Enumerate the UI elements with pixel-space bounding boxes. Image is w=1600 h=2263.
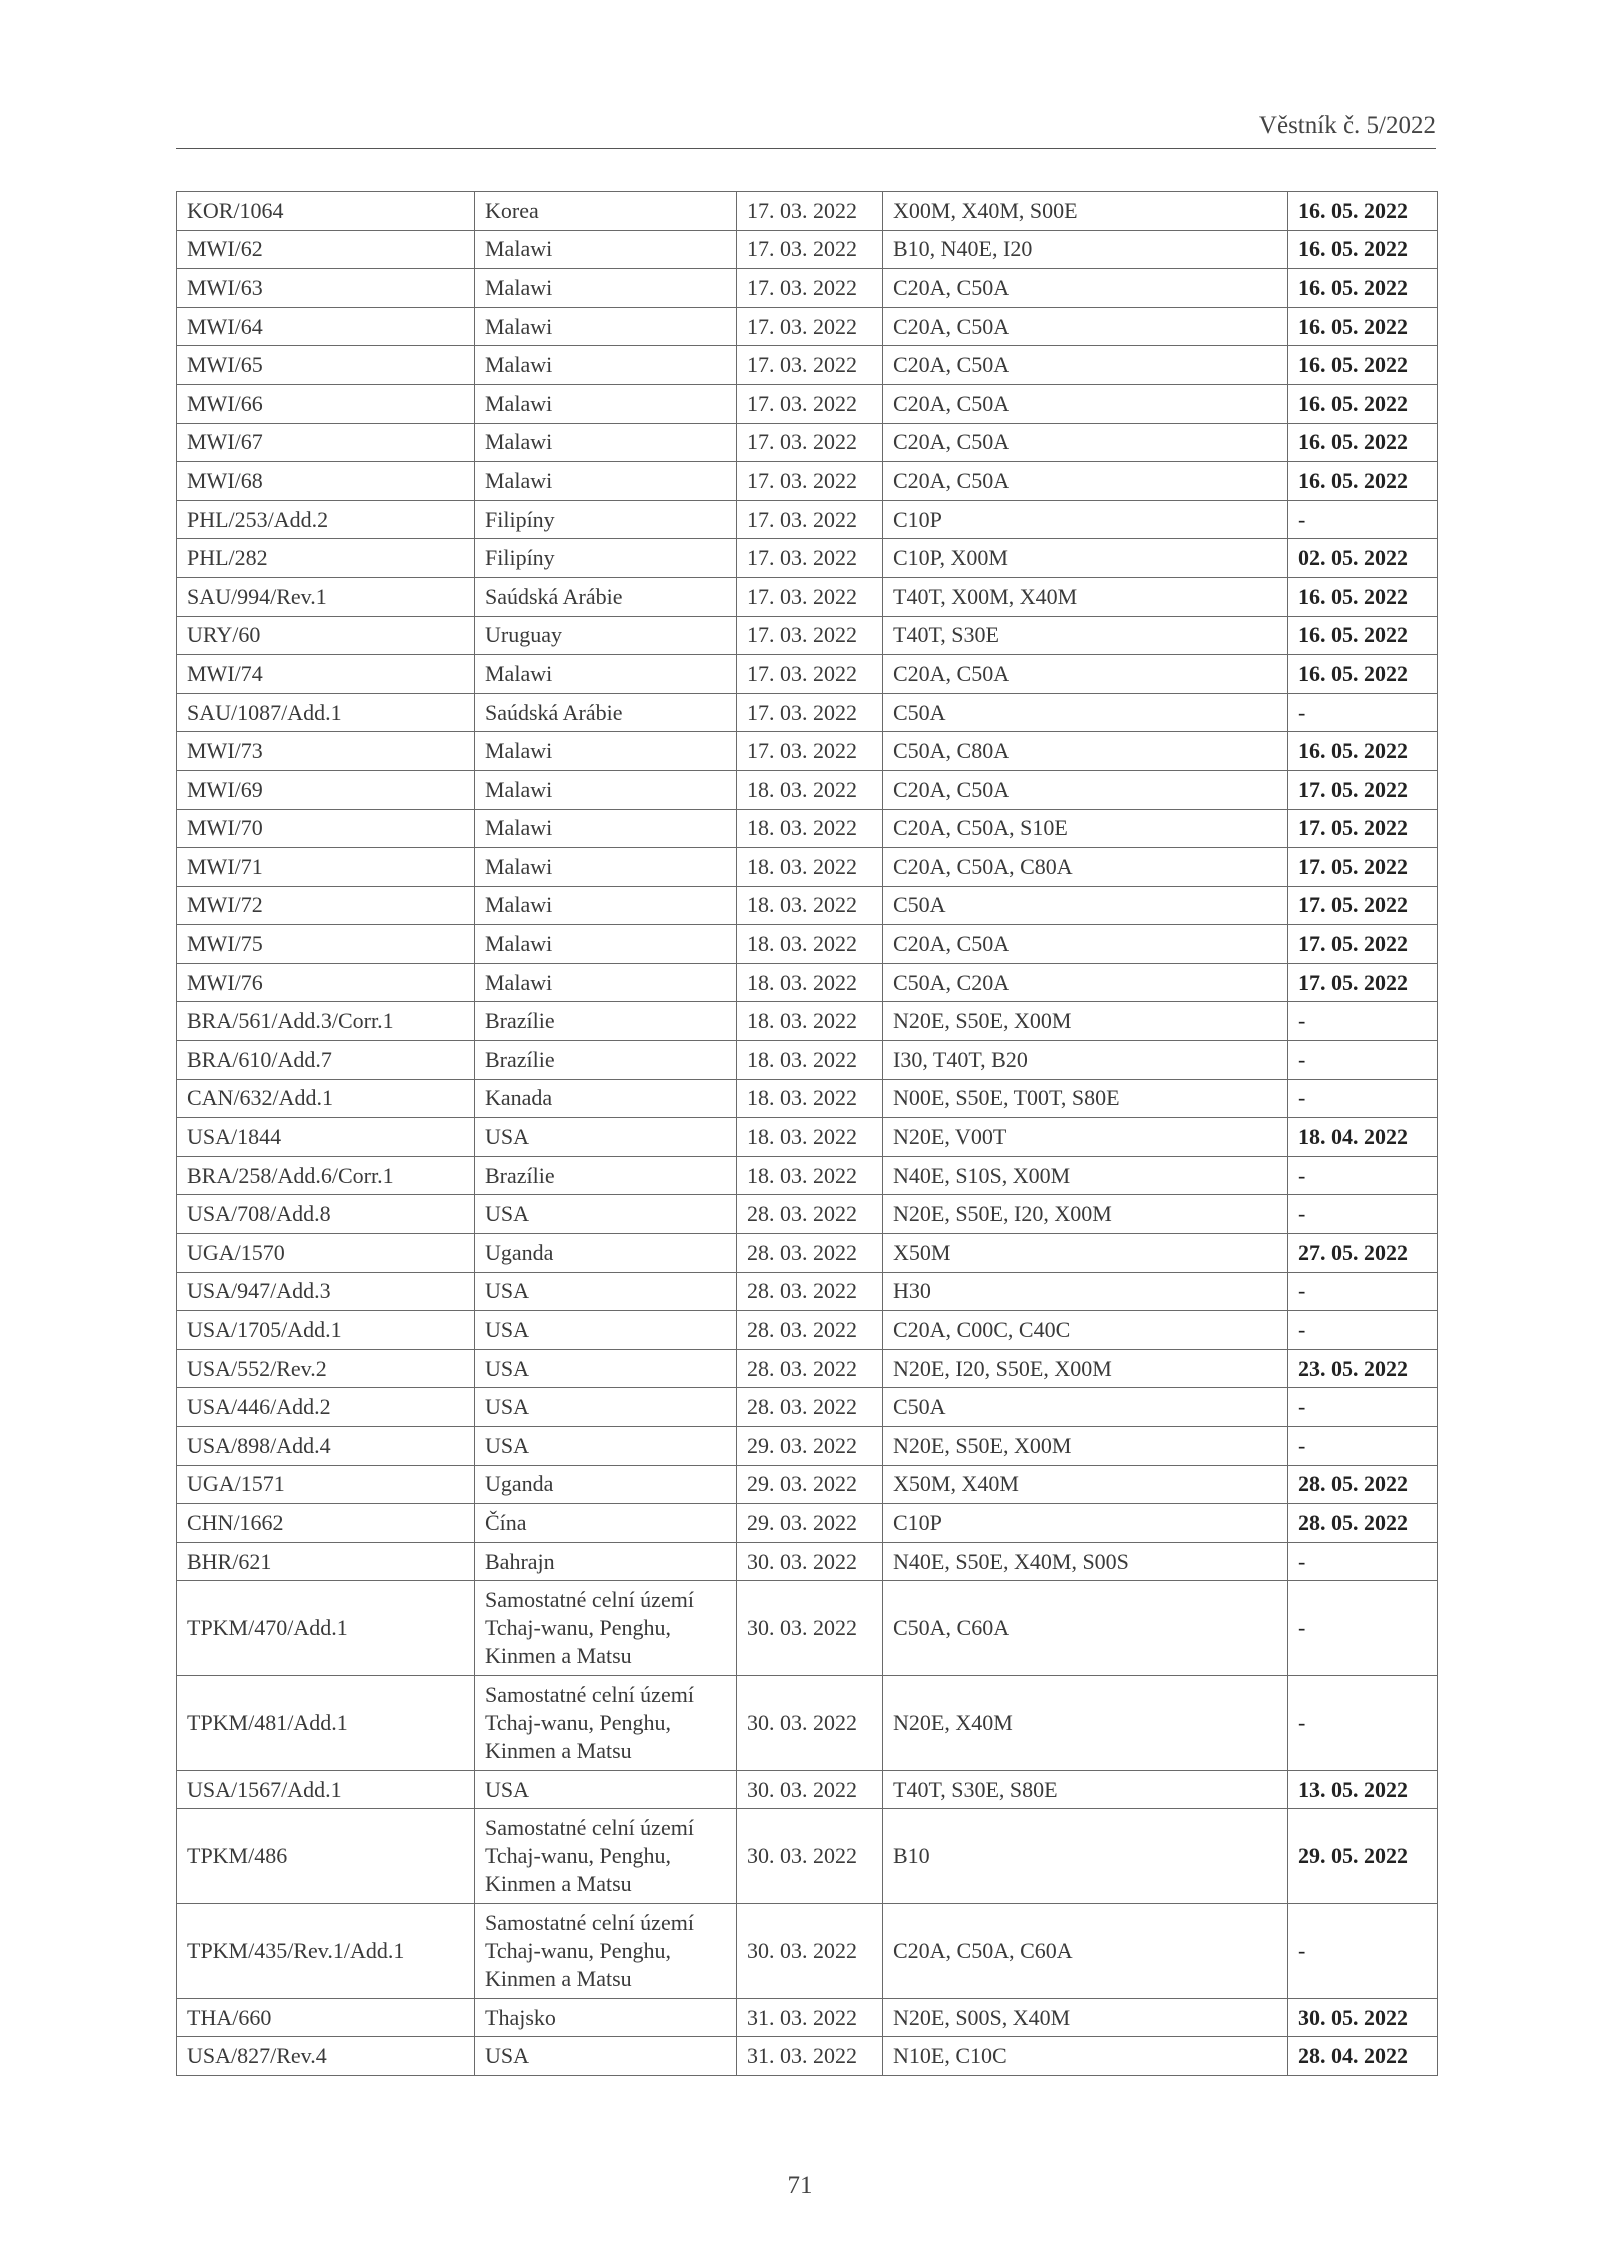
cell-country: Brazílie <box>475 1041 737 1080</box>
cell-document-id: MWI/71 <box>177 848 475 887</box>
cell-deadline: 02. 05. 2022 <box>1288 539 1438 578</box>
cell-document-id: CAN/632/Add.1 <box>177 1079 475 1118</box>
cell-document-id: USA/1567/Add.1 <box>177 1770 475 1809</box>
cell-codes: N40E, S10S, X00M <box>883 1156 1288 1195</box>
cell-codes: C20A, C50A <box>883 269 1288 308</box>
cell-document-id: MWI/62 <box>177 230 475 269</box>
cell-country: Malawi <box>475 655 737 694</box>
cell-document-id: TPKM/435/Rev.1/Add.1 <box>177 1904 475 1999</box>
cell-document-id: USA/1844 <box>177 1118 475 1157</box>
cell-deadline: - <box>1288 1041 1438 1080</box>
cell-date: 17. 03. 2022 <box>737 269 883 308</box>
cell-date: 28. 03. 2022 <box>737 1388 883 1427</box>
cell-codes: N20E, X40M <box>883 1676 1288 1771</box>
cell-document-id: KOR/1064 <box>177 192 475 231</box>
table-row <box>177 886 1438 925</box>
cell-document-id: SAU/994/Rev.1 <box>177 577 475 616</box>
cell-deadline: - <box>1288 1427 1438 1466</box>
cell-document-id: MWI/65 <box>177 346 475 385</box>
cell-country: Malawi <box>475 770 737 809</box>
cell-deadline: 17. 05. 2022 <box>1288 848 1438 887</box>
cell-codes: N20E, S50E, I20, X00M <box>883 1195 1288 1234</box>
cell-country: Čína <box>475 1504 737 1543</box>
cell-document-id: USA/947/Add.3 <box>177 1272 475 1311</box>
cell-codes: N20E, V00T <box>883 1118 1288 1157</box>
cell-date: 18. 03. 2022 <box>737 963 883 1002</box>
table-row <box>177 1118 1438 1157</box>
table-row <box>177 462 1438 501</box>
cell-codes: C50A <box>883 886 1288 925</box>
cell-country: USA <box>475 2037 737 2076</box>
table-row <box>177 423 1438 462</box>
cell-date: 29. 03. 2022 <box>737 1427 883 1466</box>
cell-country: USA <box>475 1349 737 1388</box>
cell-deadline: 13. 05. 2022 <box>1288 1770 1438 1809</box>
cell-document-id: MWI/74 <box>177 655 475 694</box>
cell-document-id: MWI/69 <box>177 770 475 809</box>
cell-date: 30. 03. 2022 <box>737 1770 883 1809</box>
table-row <box>177 1272 1438 1311</box>
cell-country: Samostatné celní území Tchaj-wanu, Penghu, Kinmen a Matsu <box>475 1676 737 1771</box>
cell-country: Uganda <box>475 1234 737 1273</box>
cell-date: 17. 03. 2022 <box>737 693 883 732</box>
table-row <box>177 693 1438 732</box>
cell-date: 17. 03. 2022 <box>737 192 883 231</box>
table-row <box>177 1156 1438 1195</box>
cell-date: 30. 03. 2022 <box>737 1542 883 1581</box>
cell-document-id: CHN/1662 <box>177 1504 475 1543</box>
cell-codes: C20A, C50A, C80A <box>883 848 1288 887</box>
cell-document-id: USA/827/Rev.4 <box>177 2037 475 2076</box>
cell-deadline: 16. 05. 2022 <box>1288 269 1438 308</box>
cell-codes: C10P <box>883 1504 1288 1543</box>
cell-codes: B10, N40E, I20 <box>883 230 1288 269</box>
cell-codes: C20A, C50A <box>883 423 1288 462</box>
cell-date: 18. 03. 2022 <box>737 1079 883 1118</box>
cell-country: Samostatné celní území Tchaj-wanu, Penghu, Kinmen a Matsu <box>475 1809 737 1904</box>
cell-country: Brazílie <box>475 1002 737 1041</box>
cell-document-id: BRA/258/Add.6/Corr.1 <box>177 1156 475 1195</box>
cell-document-id: TPKM/470/Add.1 <box>177 1581 475 1676</box>
cell-document-id: MWI/70 <box>177 809 475 848</box>
cell-country: Brazílie <box>475 1156 737 1195</box>
cell-codes: T40T, S30E, S80E <box>883 1770 1288 1809</box>
cell-date: 28. 03. 2022 <box>737 1272 883 1311</box>
cell-document-id: PHL/282 <box>177 539 475 578</box>
table-row <box>177 1388 1438 1427</box>
cell-deadline: - <box>1288 1311 1438 1350</box>
cell-deadline: - <box>1288 1272 1438 1311</box>
cell-date: 28. 03. 2022 <box>737 1311 883 1350</box>
cell-date: 17. 03. 2022 <box>737 500 883 539</box>
cell-codes: N00E, S50E, T00T, S80E <box>883 1079 1288 1118</box>
cell-document-id: MWI/64 <box>177 307 475 346</box>
cell-date: 28. 03. 2022 <box>737 1195 883 1234</box>
cell-deadline: 16. 05. 2022 <box>1288 423 1438 462</box>
cell-country: USA <box>475 1388 737 1427</box>
cell-deadline: 16. 05. 2022 <box>1288 307 1438 346</box>
cell-document-id: MWI/67 <box>177 423 475 462</box>
cell-date: 17. 03. 2022 <box>737 655 883 694</box>
table-row <box>177 1998 1438 2037</box>
cell-country: Saúdská Arábie <box>475 693 737 732</box>
cell-deadline: - <box>1288 1079 1438 1118</box>
cell-deadline: - <box>1288 1581 1438 1676</box>
cell-codes: C20A, C50A <box>883 307 1288 346</box>
cell-country: Samostatné celní území Tchaj-wanu, Penghu, Kinmen a Matsu <box>475 1904 737 1999</box>
cell-document-id: MWI/68 <box>177 462 475 501</box>
cell-country: Uganda <box>475 1465 737 1504</box>
cell-document-id: UGA/1571 <box>177 1465 475 1504</box>
cell-date: 17. 03. 2022 <box>737 539 883 578</box>
cell-codes: T40T, S30E <box>883 616 1288 655</box>
table-row <box>177 848 1438 887</box>
cell-deadline: 16. 05. 2022 <box>1288 462 1438 501</box>
cell-document-id: USA/708/Add.8 <box>177 1195 475 1234</box>
cell-date: 18. 03. 2022 <box>737 770 883 809</box>
cell-date: 17. 03. 2022 <box>737 230 883 269</box>
cell-date: 28. 03. 2022 <box>737 1234 883 1273</box>
cell-codes: C50A <box>883 1388 1288 1427</box>
cell-date: 17. 03. 2022 <box>737 462 883 501</box>
cell-country: USA <box>475 1195 737 1234</box>
cell-deadline: 16. 05. 2022 <box>1288 655 1438 694</box>
cell-deadline: 18. 04. 2022 <box>1288 1118 1438 1157</box>
table-row <box>177 1002 1438 1041</box>
cell-deadline: 16. 05. 2022 <box>1288 616 1438 655</box>
cell-deadline: 17. 05. 2022 <box>1288 886 1438 925</box>
cell-document-id: MWI/66 <box>177 384 475 423</box>
cell-codes: C50A, C80A <box>883 732 1288 771</box>
cell-codes: H30 <box>883 1272 1288 1311</box>
cell-document-id: MWI/75 <box>177 925 475 964</box>
cell-country: Kanada <box>475 1079 737 1118</box>
cell-codes: N20E, S00S, X40M <box>883 1998 1288 2037</box>
cell-country: Malawi <box>475 346 737 385</box>
cell-deadline: 16. 05. 2022 <box>1288 346 1438 385</box>
page-number: 71 <box>787 2172 813 2199</box>
cell-deadline: 29. 05. 2022 <box>1288 1809 1438 1904</box>
cell-codes: C20A, C50A <box>883 462 1288 501</box>
cell-date: 17. 03. 2022 <box>737 616 883 655</box>
cell-deadline: - <box>1288 500 1438 539</box>
cell-codes: C20A, C00C, C40C <box>883 1311 1288 1350</box>
cell-deadline: 16. 05. 2022 <box>1288 230 1438 269</box>
table-row <box>177 1809 1438 1904</box>
cell-country: Malawi <box>475 269 737 308</box>
cell-date: 18. 03. 2022 <box>737 848 883 887</box>
table-row <box>177 770 1438 809</box>
cell-codes: I30, T40T, B20 <box>883 1041 1288 1080</box>
cell-codes: C20A, C50A <box>883 770 1288 809</box>
table-row <box>177 1195 1438 1234</box>
cell-country: USA <box>475 1427 737 1466</box>
cell-date: 18. 03. 2022 <box>737 1002 883 1041</box>
cell-deadline: 16. 05. 2022 <box>1288 384 1438 423</box>
cell-deadline: 16. 05. 2022 <box>1288 732 1438 771</box>
cell-country: Malawi <box>475 423 737 462</box>
cell-document-id: UGA/1570 <box>177 1234 475 1273</box>
cell-date: 31. 03. 2022 <box>737 2037 883 2076</box>
table-row <box>177 1427 1438 1466</box>
cell-date: 18. 03. 2022 <box>737 925 883 964</box>
cell-document-id: TPKM/486 <box>177 1809 475 1904</box>
cell-deadline: - <box>1288 1904 1438 1999</box>
cell-document-id: USA/552/Rev.2 <box>177 1349 475 1388</box>
cell-codes: N20E, S50E, X00M <box>883 1002 1288 1041</box>
table-row <box>177 1041 1438 1080</box>
table-row <box>177 1234 1438 1273</box>
table-row <box>177 2037 1438 2076</box>
cell-codes: C20A, C50A, C60A <box>883 1904 1288 1999</box>
cell-codes: X50M, X40M <box>883 1465 1288 1504</box>
cell-date: 18. 03. 2022 <box>737 1041 883 1080</box>
cell-document-id: USA/446/Add.2 <box>177 1388 475 1427</box>
table-row <box>177 577 1438 616</box>
cell-country: Malawi <box>475 230 737 269</box>
cell-codes: C10P <box>883 500 1288 539</box>
cell-deadline: 27. 05. 2022 <box>1288 1234 1438 1273</box>
cell-document-id: URY/60 <box>177 616 475 655</box>
cell-document-id: SAU/1087/Add.1 <box>177 693 475 732</box>
table-row <box>177 500 1438 539</box>
journal-title: Věstník č. 5/2022 <box>1258 112 1436 139</box>
cell-codes: B10 <box>883 1809 1288 1904</box>
cell-document-id: MWI/72 <box>177 886 475 925</box>
cell-country: Malawi <box>475 732 737 771</box>
cell-deadline: 16. 05. 2022 <box>1288 577 1438 616</box>
cell-deadline: - <box>1288 1002 1438 1041</box>
cell-deadline: 30. 05. 2022 <box>1288 1998 1438 2037</box>
cell-codes: C10P, X00M <box>883 539 1288 578</box>
cell-date: 17. 03. 2022 <box>737 346 883 385</box>
table-row <box>177 1676 1438 1771</box>
cell-document-id: MWI/63 <box>177 269 475 308</box>
page-header <box>176 112 1436 149</box>
cell-date: 18. 03. 2022 <box>737 809 883 848</box>
cell-country: Bahrajn <box>475 1542 737 1581</box>
cell-country: Malawi <box>475 925 737 964</box>
cell-document-id: TPKM/481/Add.1 <box>177 1676 475 1771</box>
cell-deadline: 28. 05. 2022 <box>1288 1465 1438 1504</box>
cell-deadline: - <box>1288 1156 1438 1195</box>
table-row <box>177 1079 1438 1118</box>
cell-country: Saúdská Arábie <box>475 577 737 616</box>
cell-date: 17. 03. 2022 <box>737 732 883 771</box>
cell-country: Malawi <box>475 462 737 501</box>
cell-country: Korea <box>475 192 737 231</box>
table-row <box>177 539 1438 578</box>
cell-codes: X00M, X40M, S00E <box>883 192 1288 231</box>
table-row <box>177 1770 1438 1809</box>
cell-date: 30. 03. 2022 <box>737 1809 883 1904</box>
cell-date: 18. 03. 2022 <box>737 1156 883 1195</box>
table-row <box>177 1311 1438 1350</box>
cell-codes: C20A, C50A <box>883 384 1288 423</box>
cell-deadline: 28. 04. 2022 <box>1288 2037 1438 2076</box>
table-row <box>177 1349 1438 1388</box>
cell-codes: N20E, S50E, X00M <box>883 1427 1288 1466</box>
cell-date: 17. 03. 2022 <box>737 307 883 346</box>
cell-document-id: USA/898/Add.4 <box>177 1427 475 1466</box>
table-body <box>177 192 1438 2076</box>
cell-codes: N10E, C10C <box>883 2037 1288 2076</box>
cell-deadline: 17. 05. 2022 <box>1288 770 1438 809</box>
cell-deadline: 17. 05. 2022 <box>1288 963 1438 1002</box>
cell-country: Malawi <box>475 384 737 423</box>
table-row <box>177 616 1438 655</box>
cell-codes: C20A, C50A <box>883 925 1288 964</box>
cell-document-id: THA/660 <box>177 1998 475 2037</box>
table-row <box>177 230 1438 269</box>
cell-deadline: 17. 05. 2022 <box>1288 925 1438 964</box>
table-row <box>177 925 1438 964</box>
table-row <box>177 1504 1438 1543</box>
cell-date: 18. 03. 2022 <box>737 886 883 925</box>
cell-date: 29. 03. 2022 <box>737 1504 883 1543</box>
cell-codes: N40E, S50E, X40M, S00S <box>883 1542 1288 1581</box>
cell-date: 17. 03. 2022 <box>737 423 883 462</box>
cell-country: Malawi <box>475 963 737 1002</box>
table-row <box>177 809 1438 848</box>
cell-document-id: BRA/561/Add.3/Corr.1 <box>177 1002 475 1041</box>
cell-date: 17. 03. 2022 <box>737 577 883 616</box>
cell-document-id: MWI/76 <box>177 963 475 1002</box>
cell-country: Thajsko <box>475 1998 737 2037</box>
table-row <box>177 1904 1438 1999</box>
table-row <box>177 963 1438 1002</box>
cell-deadline: - <box>1288 1542 1438 1581</box>
cell-country: Malawi <box>475 848 737 887</box>
cell-country: USA <box>475 1118 737 1157</box>
cell-country: Filipíny <box>475 500 737 539</box>
cell-date: 30. 03. 2022 <box>737 1581 883 1676</box>
cell-deadline: 17. 05. 2022 <box>1288 809 1438 848</box>
cell-codes: C20A, C50A <box>883 655 1288 694</box>
table-row <box>177 1581 1438 1676</box>
cell-country: Filipíny <box>475 539 737 578</box>
cell-document-id: BRA/610/Add.7 <box>177 1041 475 1080</box>
table-row <box>177 732 1438 771</box>
cell-deadline: - <box>1288 1388 1438 1427</box>
cell-country: Malawi <box>475 809 737 848</box>
cell-document-id: BHR/621 <box>177 1542 475 1581</box>
table-row <box>177 307 1438 346</box>
table-row <box>177 1542 1438 1581</box>
table-row <box>177 384 1438 423</box>
cell-codes: C20A, C50A, S10E <box>883 809 1288 848</box>
table-row <box>177 1465 1438 1504</box>
cell-codes: T40T, X00M, X40M <box>883 577 1288 616</box>
cell-date: 30. 03. 2022 <box>737 1904 883 1999</box>
cell-deadline: 23. 05. 2022 <box>1288 1349 1438 1388</box>
cell-country: Uruguay <box>475 616 737 655</box>
table-row <box>177 346 1438 385</box>
cell-country: Samostatné celní území Tchaj-wanu, Penghu, Kinmen a Matsu <box>475 1581 737 1676</box>
cell-date: 18. 03. 2022 <box>737 1118 883 1157</box>
cell-document-id: USA/1705/Add.1 <box>177 1311 475 1350</box>
cell-date: 29. 03. 2022 <box>737 1465 883 1504</box>
cell-date: 30. 03. 2022 <box>737 1676 883 1771</box>
cell-document-id: PHL/253/Add.2 <box>177 500 475 539</box>
cell-date: 31. 03. 2022 <box>737 1998 883 2037</box>
notifications-table <box>176 191 1438 2076</box>
cell-deadline: 16. 05. 2022 <box>1288 192 1438 231</box>
cell-codes: N20E, I20, S50E, X00M <box>883 1349 1288 1388</box>
cell-document-id: MWI/73 <box>177 732 475 771</box>
table-row <box>177 192 1438 231</box>
table-row <box>177 269 1438 308</box>
cell-deadline: 28. 05. 2022 <box>1288 1504 1438 1543</box>
cell-codes: C20A, C50A <box>883 346 1288 385</box>
cell-country: USA <box>475 1311 737 1350</box>
cell-date: 28. 03. 2022 <box>737 1349 883 1388</box>
cell-date: 17. 03. 2022 <box>737 384 883 423</box>
cell-codes: C50A, C20A <box>883 963 1288 1002</box>
cell-deadline: - <box>1288 693 1438 732</box>
cell-country: USA <box>475 1272 737 1311</box>
cell-codes: C50A <box>883 693 1288 732</box>
cell-deadline: - <box>1288 1676 1438 1771</box>
cell-country: USA <box>475 1770 737 1809</box>
cell-country: Malawi <box>475 886 737 925</box>
cell-country: Malawi <box>475 307 737 346</box>
cell-codes: X50M <box>883 1234 1288 1273</box>
cell-deadline: - <box>1288 1195 1438 1234</box>
cell-codes: C50A, C60A <box>883 1581 1288 1676</box>
table-row <box>177 655 1438 694</box>
